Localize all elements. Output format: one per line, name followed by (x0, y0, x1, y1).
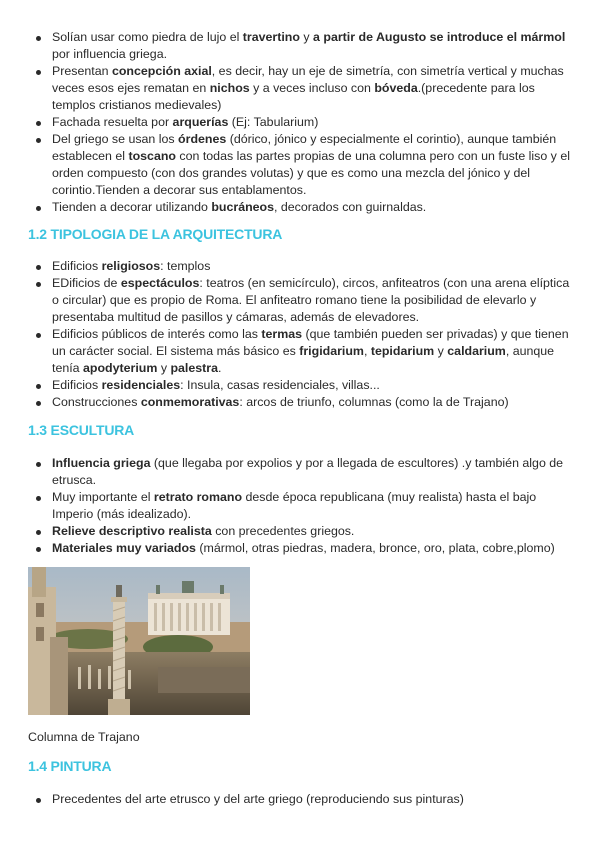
bold-term: Materiales muy variados (52, 541, 196, 555)
bold-term: frigidarium (299, 344, 364, 358)
list-item (28, 489, 578, 523)
item-text: Precedentes del arte etrusco y del arte griego (reproduciendo sus pinturas) (52, 792, 464, 806)
list-item (28, 394, 578, 411)
item-text: y a veces incluso con (249, 81, 375, 95)
heading-escultura: 1.3 ESCULTURA (28, 422, 135, 438)
heading-pintura: 1.4 PINTURA (28, 758, 112, 774)
intro-list (28, 29, 578, 216)
list-item (28, 377, 578, 394)
item-text: y (157, 361, 171, 375)
item-text: , (363, 344, 371, 358)
item-text: : Insula, casas residenciales, villas... (180, 378, 380, 392)
tipologia-list (28, 258, 578, 411)
item-text: Muy importante el (52, 490, 154, 504)
bold-term: toscano (128, 149, 176, 163)
item-text: , aunque tenía (52, 344, 555, 375)
bold-term: travertino (242, 30, 300, 44)
trajan-column-photo (28, 567, 250, 715)
item-text: , decorados con guirnaldas. (274, 200, 427, 214)
list-item (28, 275, 578, 326)
bold-term: conmemorativas (140, 395, 240, 409)
bold-term: Relieve descriptivo realista (52, 524, 212, 538)
item-text: Del griego se usan los (52, 132, 179, 146)
item-text: y (299, 30, 314, 44)
list-item (28, 540, 578, 557)
bold-term: apodyterium (83, 361, 158, 375)
list-item (28, 63, 578, 114)
item-text: Edificios (52, 259, 102, 273)
list-item (28, 29, 578, 63)
list-item (28, 114, 578, 131)
photo-caption: Columna de Trajano (28, 730, 140, 744)
bold-term: concepción axial (111, 64, 212, 78)
item-text: (dórico, jónico y especialmente el corintio), aunque también establecen el (52, 132, 557, 163)
item-text: por influencia griega. (52, 47, 168, 61)
bold-term: a partir de Augusto se introduce el mármol (313, 30, 566, 44)
bold-term: religiosos (101, 259, 161, 273)
item-text: : arcos de triunfo, columnas (como la de Trajano) (239, 395, 509, 409)
item-text: y (434, 344, 448, 358)
item-text: con precedentes griegos. (211, 524, 355, 538)
item-text: .(precedente para los templos cristianos medievales) (52, 81, 535, 112)
bold-term: palestra (170, 361, 218, 375)
item-text: (Ej: Tabularium) (228, 115, 319, 129)
item-text: con todas las partes propias de una columna pero con un fuste liso y el orden compuesto (con dos grandes volutas) y que es como una mezcla del jónico y del corintio.Tienden a decorar sus entablamentos. (52, 149, 570, 197)
bold-term: bucráneos (211, 200, 275, 214)
list-item (28, 523, 578, 540)
bold-term: caldarium (447, 344, 506, 358)
item-text: Construcciones (52, 395, 141, 409)
list-item (28, 258, 578, 275)
item-text: Presentan (52, 64, 112, 78)
bold-term: nichos (209, 81, 250, 95)
heading-tipologia: 1.2 TIPOLOGIA DE LA ARQUITECTURA (28, 226, 283, 242)
item-text: (que también pueden ser privadas) y que tienen un carácter social. El sistema más básico es (52, 327, 569, 358)
item-text: EDificios de (52, 276, 121, 290)
bold-term: espectáculos (120, 276, 200, 290)
escultura-list (28, 455, 578, 557)
item-text: , es decir, hay un eje de simetría, con simetría vertical y muchas veces esos ejes rematan en (52, 64, 564, 95)
bold-term: residenciales (101, 378, 181, 392)
list-item (28, 455, 578, 489)
bold-term: retrato romano (153, 490, 243, 504)
bold-term: arquerías (172, 115, 229, 129)
item-text: Solían usar como piedra de lujo el (52, 30, 243, 44)
item-text: (mármol, otras piedras, madera, bronce, oro, plata, cobre,plomo) (195, 541, 555, 555)
list-item (28, 326, 578, 377)
pintura-list (28, 791, 578, 808)
item-text: : templos (160, 259, 211, 273)
list-item (28, 131, 578, 199)
bold-term: tepidarium (370, 344, 435, 358)
item-text: Tienden a decorar utilizando (52, 200, 212, 214)
bold-term: órdenes (178, 132, 227, 146)
list-item (28, 791, 578, 808)
item-text: Edificios públicos de interés como las (52, 327, 262, 341)
item-text: Edificios (52, 378, 102, 392)
item-text: (que llegaba por expolios y por a llegada de escultores) .y también algo de etrusca. (52, 456, 564, 487)
item-text: : teatros (en semicírculo), circos, anfiteatros (con una arena elíptica o circular) que es propio de Roma. El anfiteatro romano tiene la posibilidad de elevarlo y presentaba multitud de pasillos y cámaras, además de elevadores. (52, 276, 570, 324)
bold-term: bóveda (374, 81, 418, 95)
item-text: . (218, 361, 222, 375)
item-text: Fachada resuelta por (52, 115, 173, 129)
list-item (28, 199, 578, 216)
bold-term: termas (261, 327, 303, 341)
item-text: desde época republicana (muy realista) hasta el bajo Imperio (más idealizado). (52, 490, 537, 521)
bold-term: Influencia griega (52, 456, 151, 470)
